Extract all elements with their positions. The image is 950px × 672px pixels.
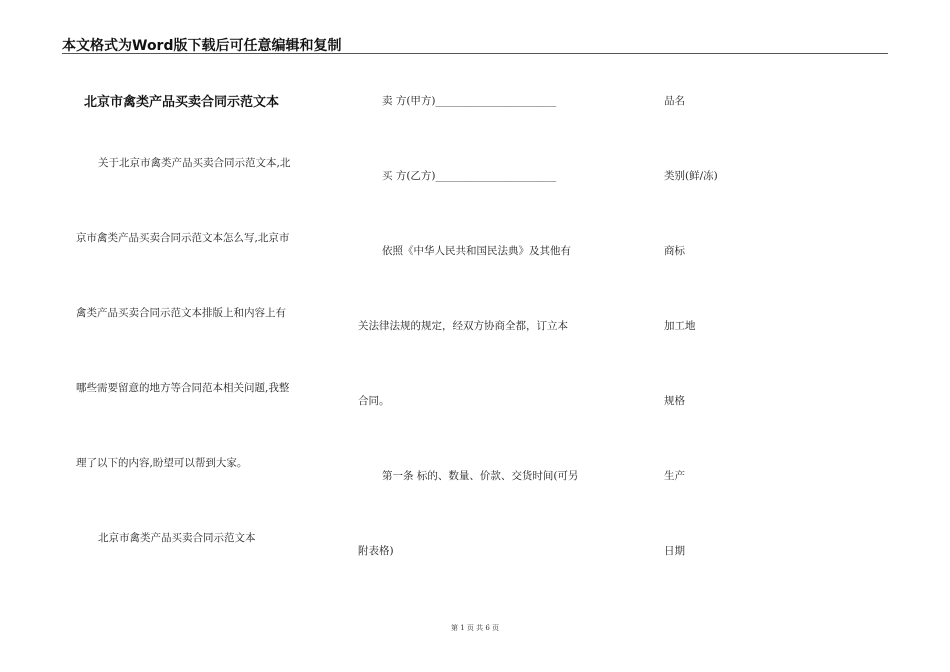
page-number: 第 1 页 共 6 页 <box>450 624 500 632</box>
contract-title: 北京市禽类产品买卖合同示范文本 <box>84 95 280 110</box>
field-product-name: 品名 <box>664 95 685 107</box>
field-category: 类别(鲜/冻) <box>664 170 718 182</box>
intro-line-1: 关于北京市禽类产品买卖合同示范文本,北 <box>98 157 291 169</box>
basis-line-3: 合同。 <box>358 395 390 407</box>
basis-line-1: 依照《中华人民共和国民法典》及其他有 <box>382 245 571 257</box>
intro-line-5: 理了以下的内容,盼望可以帮到大家。 <box>76 457 248 469</box>
buyer-line: 买 方(乙方)_______________________ <box>382 170 557 182</box>
field-specification: 规格 <box>664 395 685 407</box>
basis-line-2: 关法律法规的规定，经双方协商全都，订立本 <box>358 320 568 332</box>
intro-line-4: 哪些需要留意的地方等合同范本相关问题,我整 <box>76 382 290 394</box>
intro-line-3: 禽类产品买卖合同示范文本排版上和内容上有 <box>76 307 286 319</box>
document-header-title: 本文格式为Word版下载后可任意编辑和复制 <box>62 38 342 54</box>
field-date: 日期 <box>664 545 685 557</box>
field-production: 生产 <box>664 470 685 482</box>
intro-line-2: 京市禽类产品买卖合同示范文本怎么写,北京市 <box>76 232 290 244</box>
field-processing-place: 加工地 <box>664 320 696 332</box>
seller-line: 卖 方(甲方)_______________________ <box>382 95 557 107</box>
contract-subtitle: 北京市禽类产品买卖合同示范文本 <box>98 532 256 544</box>
article-one-line-2: 附表格) <box>358 545 394 557</box>
field-trademark: 商标 <box>664 245 685 257</box>
header-divider <box>62 53 888 54</box>
article-one-line-1: 第一条 标的、数量、价款、交货时间(可另 <box>382 470 579 482</box>
